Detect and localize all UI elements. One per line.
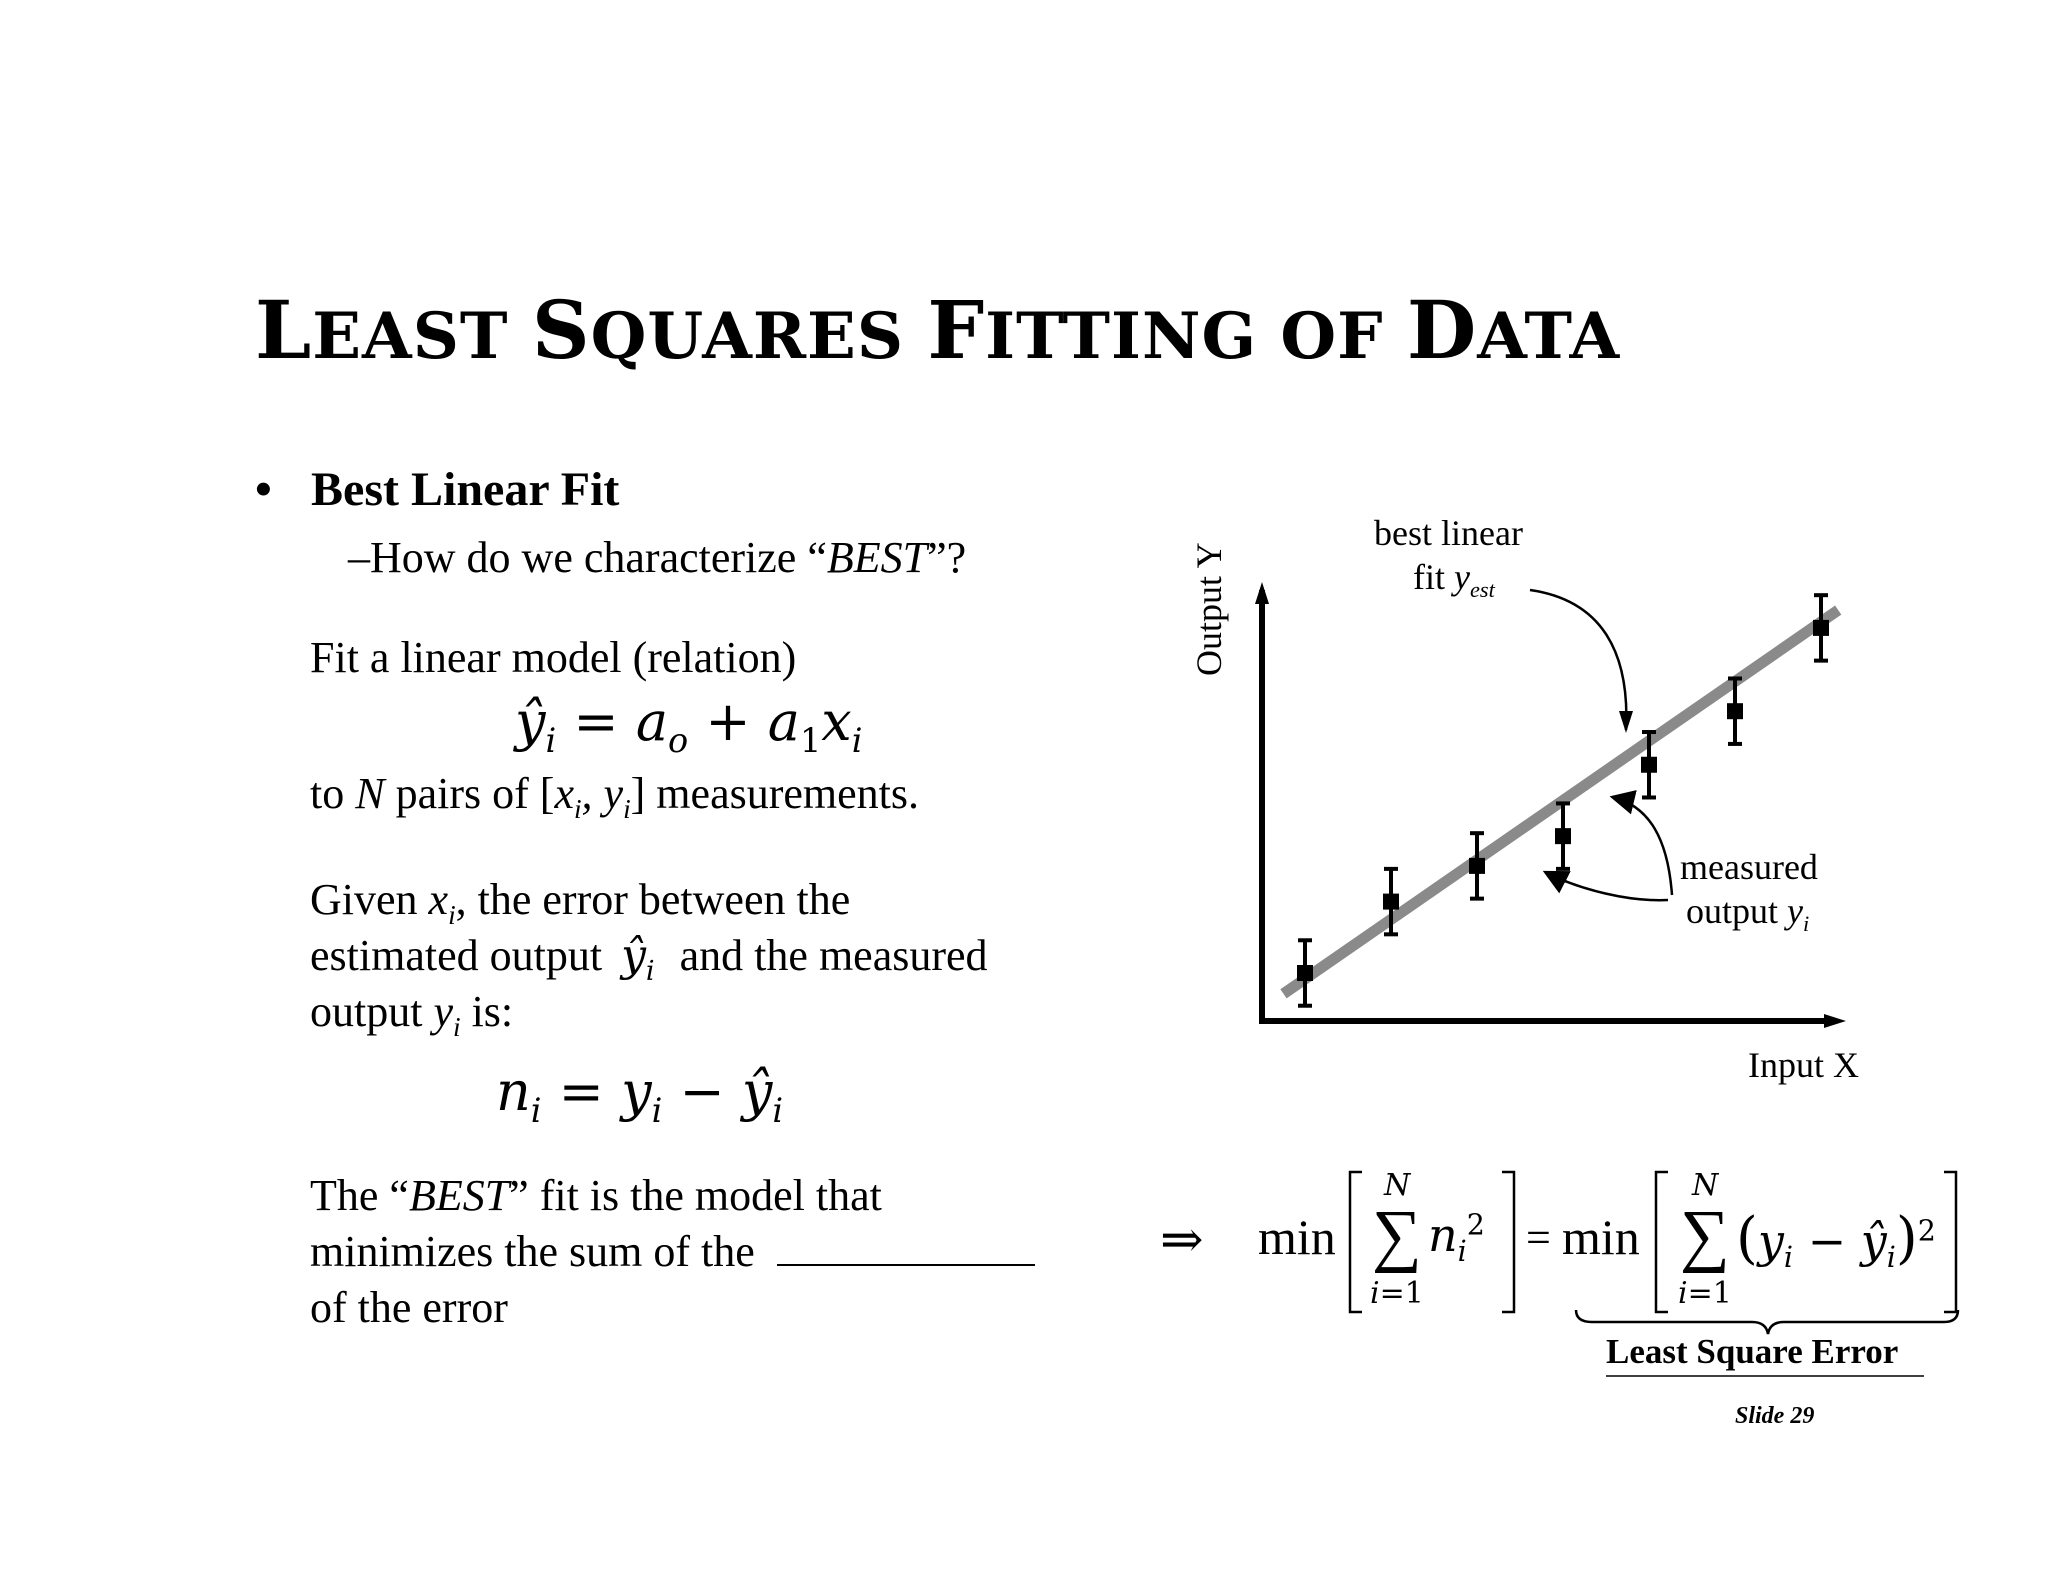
slide-number: Slide 29 bbox=[1735, 1403, 1815, 1429]
sum-right: ∑ bbox=[1680, 1197, 1730, 1274]
best-line-1: The “BEST” fit is the model that bbox=[310, 1171, 882, 1220]
data-point-1 bbox=[1297, 940, 1313, 1005]
given-line-1: Given $x_i$, the error between the bbox=[310, 875, 851, 930]
least-square-error-label: Least Square Error bbox=[1606, 1332, 1899, 1371]
sub-question: –How do we characterize “BEST”? bbox=[348, 533, 967, 582]
sum-upper-right: N bbox=[1692, 1168, 1719, 1203]
pairs-text: to N pairs of [$x_i$, $y_i$] measurements. bbox=[310, 769, 919, 824]
bullet-best-linear-fit: • Best Linear Fit bbox=[255, 463, 620, 516]
sum-upper-left: N bbox=[1384, 1168, 1411, 1203]
equals-sign: = bbox=[1526, 1213, 1551, 1262]
y-axis-label: Output Y bbox=[1189, 542, 1229, 676]
point-marker bbox=[1641, 757, 1657, 773]
point-marker bbox=[1813, 620, 1829, 636]
y-axis-arrowhead bbox=[1255, 582, 1269, 604]
annotation-fit-line2: fit $y_{est}$ bbox=[1413, 557, 1495, 603]
given-line-2: estimated output $ŷ_i$ and the measured bbox=[310, 930, 988, 987]
x-axis-label: Input X bbox=[1748, 1045, 1859, 1085]
sum-lower-right: i=1 bbox=[1678, 1276, 1732, 1311]
residual-squared: ($y_i$ − $ŷ_i)^2$ bbox=[1736, 1206, 1936, 1275]
min-right: min bbox=[1562, 1209, 1640, 1265]
best-line-3: of the error bbox=[310, 1283, 508, 1332]
given-line-3: output $y_i$ is: bbox=[310, 987, 514, 1042]
annotation-measured-line1: measured bbox=[1680, 847, 1818, 887]
n-squared: $n_i^2$ bbox=[1428, 1208, 1485, 1269]
least-square-underbrace bbox=[1576, 1310, 1958, 1334]
fit-text: Fit a linear model (relation) bbox=[310, 633, 797, 682]
sum-left: ∑ bbox=[1372, 1197, 1422, 1274]
measured-arrow-lower bbox=[1545, 872, 1668, 900]
bullet-dot: • bbox=[255, 463, 272, 516]
x-axis-arrowhead bbox=[1824, 1014, 1846, 1028]
point-marker bbox=[1297, 965, 1313, 981]
fit-annotation-arrowhead bbox=[1619, 711, 1633, 733]
min-left: min bbox=[1258, 1209, 1336, 1265]
point-marker bbox=[1555, 828, 1571, 844]
annotation-fit-line1: best linear bbox=[1374, 513, 1523, 553]
data-point-3 bbox=[1469, 833, 1485, 898]
data-point-4 bbox=[1555, 803, 1571, 868]
sum-lower-left: i=1 bbox=[1370, 1276, 1424, 1311]
page-title: LEAST SQUARES FITTING OF DATA bbox=[255, 283, 1621, 377]
point-marker bbox=[1383, 894, 1399, 910]
best-line-2: minimizes the sum of the bbox=[310, 1230, 1035, 1274]
scatter-plot bbox=[1255, 582, 1846, 1028]
formula-brackets bbox=[1350, 1172, 1956, 1312]
measured-arrow-upper bbox=[1612, 797, 1672, 895]
annotation-measured-line2: output $y_i$ bbox=[1686, 891, 1810, 937]
model-equation: $ŷ_i = a_o + a_1x_i$ bbox=[515, 690, 863, 760]
error-equation: $n_i = y_i$ − $ŷ_i$ bbox=[496, 1060, 784, 1130]
data-point-7 bbox=[1813, 595, 1829, 660]
point-marker bbox=[1727, 703, 1743, 719]
fit-annotation-arrow bbox=[1530, 590, 1626, 730]
implies-arrow: ⇒ bbox=[1160, 1212, 1204, 1269]
point-marker bbox=[1469, 858, 1485, 874]
